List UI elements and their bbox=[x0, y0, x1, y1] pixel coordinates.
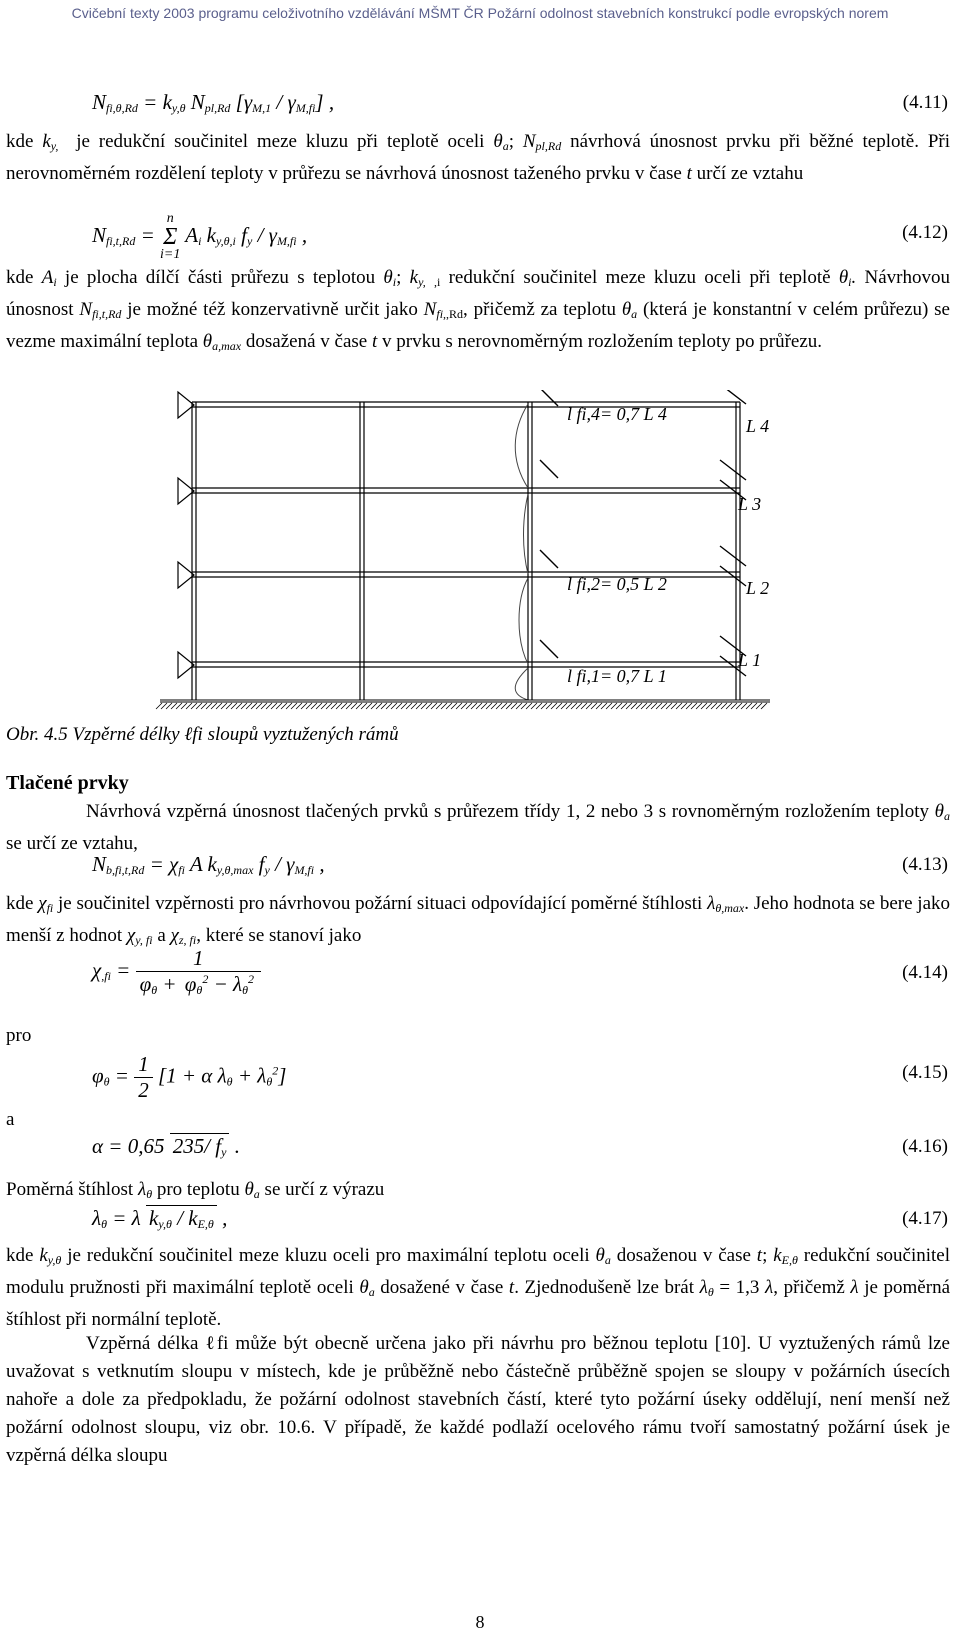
label-lfi2: l fi,2= 0,5 L 2 bbox=[567, 574, 667, 594]
paragraph-3: Návrhová vzpěrná únosnost tlačených prvků s průřezem třídy 1, 2 nebo 3 s rovnoměrným rozložením teploty $\theta_a$ se určí ze vztahu, bbox=[6, 801, 950, 854]
beams bbox=[192, 402, 740, 667]
ground bbox=[160, 700, 770, 702]
page-number: 8 bbox=[475, 1612, 485, 1632]
section-heading: Tlačené prvky bbox=[6, 772, 129, 794]
paragraph-5: Poměrná štíhlost $\lambda_\theta$ pro teplotu $\theta_a$ se určí z výrazu bbox=[6, 1179, 385, 1201]
paragraph-1: kde $k_{y,}$ je redukční součinitel meze kluzu při teplotě oceli $\theta_a$; $N_{pl,Rd}$ návrhová únosnost prvku při běžné teplotě. Při nerovnoměrném rozdělení teploty v průřezu se návrhová únosnost taženého prvku v čase t určí ze vztahu bbox=[6, 131, 951, 184]
equation-number: (4.11) bbox=[902, 92, 948, 113]
label-lfi1: l fi,1= 0,7 L 1 bbox=[567, 666, 667, 686]
equation-number: (4.12) bbox=[902, 222, 948, 243]
columns bbox=[192, 402, 740, 700]
joint-markers bbox=[540, 390, 746, 676]
label-lfi4: l fi,4= 0,7 L 4 bbox=[567, 404, 667, 424]
equation-4-13: $N_{b,fi,t,Rd} = \chi_{fi}$ A $k_{y,\theta,max}$ $f_y / \gamma_{M,fi}$ , bbox=[92, 852, 325, 877]
paragraph-6: kde $k_{y,\theta}$ je redukční součinitel meze kluzu oceli pro maximální teplotu oceli $\theta_a$ dosaženou v čase t; $k_{E,\theta}$ redukční součinitel modulu pružnosti při maximální teplotě oceli $\theta_a$ dosažené v čase t. Zjednodušeně lze brát $\lambda_\theta = 1,3$ λ, přičemž λ je poměrná štíhlost při normální teplotě. bbox=[6, 1245, 951, 1330]
label-L2: L 2 bbox=[746, 578, 770, 598]
label-L3: L 3 bbox=[738, 494, 762, 514]
equation-4-16: α = 0,65 235/ $f_y$ . bbox=[92, 1134, 240, 1159]
equation-4-17: $\lambda_\theta = \lambda$ $k_{y,\theta} / k_{E,\theta}$ , bbox=[92, 1206, 228, 1231]
equation-number: (4.14) bbox=[902, 962, 948, 983]
equation-4-11: $N_{fi,\theta,Rd} = k_{y,\theta}$ $N_{pl,Rd}$ $[\gamma_{M,1} / \gamma_{M,fi}]$ , bbox=[92, 90, 335, 115]
paragraph-7: Vzpěrná délka ℓfi může být obecně určena jako při návrhu pro běžnou teplotu [10]. U vyztužených rámů lze uvažovat s vetknutím sloupu v místech, kde je průběžně nebo částečně průběžně spojen se sloupy v požárních úsecích nahoře a dole za předpokladu, že požární odolnost stavebních částí, které tyto požární úseky oddělují, není menší než požární odolnost sloupu, viz obr. 10.6. V případě, že každé podlaží ocelového rámu tvoří samostatný požární úsek je vzpěrná délka sloupu bbox=[6, 1333, 950, 1466]
word-pro: pro bbox=[6, 1025, 32, 1046]
figure-caption: Obr. 4.5 Vzpěrné délky ℓfi sloupů vyztužených rámů bbox=[6, 724, 399, 745]
label-L1: L 1 bbox=[738, 650, 762, 670]
equation-4-15: $\varphi_\theta$ = $\frac{1}{2}$ [1 + α $\lambda_\theta + \lambda_\theta^2$] bbox=[92, 1052, 287, 1102]
braced-frame-figure bbox=[150, 390, 790, 740]
equation-number: (4.16) bbox=[902, 1136, 948, 1157]
word-a: a bbox=[6, 1109, 15, 1130]
paragraph-4: kde $\chi_{fi}$ je součinitel vzpěrnosti pro návrhovou požární situaci odpovídající poměrné štíhlosti $\lambda_{\theta,max}$. Jeho hodnota se bere jako menší z hodnot $\chi_{y, fi}$ a $\chi_{z, fi}$, které se stanoví jako bbox=[6, 893, 951, 947]
equation-number: (4.17) bbox=[902, 1208, 948, 1229]
buckling-curves bbox=[515, 404, 528, 700]
label-L4: L 4 bbox=[746, 416, 770, 436]
equation-number: (4.13) bbox=[902, 854, 948, 875]
running-header: Cvičební texty 2003 programu celoživotního vzdělávání MŠMT ČR Požární odolnost stavebních konstrukcí podle evropských norem bbox=[71, 5, 889, 21]
paragraph-2: kde $A_i$ je plocha dílčí části průřezu s teplotou $\theta_i$; $k_{y,}$ $_{,i}$ redukční součinitel meze kluzu oceli při teplotě $\theta_i$. Návrhovou únosnost $N_{fi,t,Rd}$ je možné též konzervativně určit jako $N_{fi,,Rd}$, přičemž za teplotu $\theta_a$ (která je konstantní v celém průřezu) se vezme maximální teplota $\theta_{a,max}$ dosažená v čase t v prvku s nerovnoměrným rozložením teploty po průřezu. bbox=[6, 267, 951, 353]
equation-4-14: $\chi_{,fi}$ = $\frac{1}{\varphi_\theta + \varphi_\theta^2 - \lambda_\theta^2}$ bbox=[92, 946, 261, 998]
equation-number: (4.15) bbox=[902, 1062, 948, 1083]
equation-4-12: $N_{fi,t,Rd} = n$ Σ i=1 $A_i$ $k_{y,\theta,i}$ $f_y / \gamma_{M,fi}$ , bbox=[92, 211, 308, 262]
